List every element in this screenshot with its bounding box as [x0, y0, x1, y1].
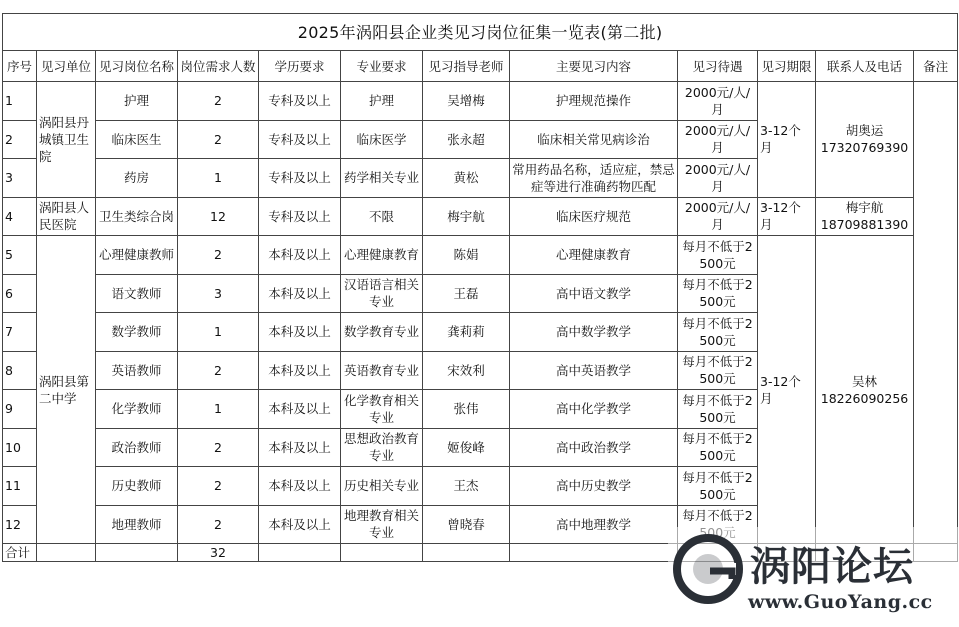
cell-position: 政治教师	[96, 428, 178, 467]
cell-empty	[96, 544, 178, 562]
cell-no: 7	[3, 313, 37, 352]
contact-name: 吴林	[851, 373, 877, 389]
cell-mentor: 王杰	[423, 467, 510, 506]
cell-count: 1	[178, 390, 259, 429]
cell-content: 常用药品名称，适应症，禁忌症等进行准确药物匹配	[510, 159, 678, 198]
cell-count: 2	[178, 467, 259, 506]
cell-position: 卫生类综合岗	[96, 197, 178, 236]
cell-major: 化学教育相关专业	[341, 390, 423, 429]
forum-url: www.GuoYang.cc	[748, 591, 933, 613]
cell-education: 本科及以上	[259, 428, 341, 467]
cell-no: 6	[3, 274, 37, 313]
cell-count: 3	[178, 274, 259, 313]
cell-position: 护理	[96, 82, 178, 121]
col-header-unit: 见习单位	[37, 51, 96, 82]
cell-pay: 每月不低于2	[678, 505, 758, 544]
cell-period: 3-12个月	[758, 82, 816, 198]
cell-education: 专科及以上	[259, 159, 341, 198]
cell-major: 汉语语言相关专业	[341, 274, 423, 313]
cell-pay: 每月不低于2500元	[678, 428, 758, 467]
total-label: 合计	[3, 544, 37, 562]
contact-name: 胡奥运	[845, 123, 884, 139]
cell-major: 数学教育专业	[341, 313, 423, 352]
cell-education: 本科及以上	[259, 236, 341, 275]
cell-content: 高中语文教学	[510, 274, 678, 313]
col-header-count: 岗位需求人数	[178, 51, 259, 82]
cell-position: 数学教师	[96, 313, 178, 352]
cell-education: 本科及以上	[259, 274, 341, 313]
cell-pay: 每月不低于2500元	[678, 313, 758, 352]
cell-no: 10	[3, 428, 37, 467]
cell-contact	[816, 236, 914, 544]
cell-mentor: 张永超	[423, 120, 510, 159]
col-header-contact: 联系人及电话	[816, 51, 914, 82]
cell-mentor: 曾晓春	[423, 505, 510, 544]
cell-content: 临床医疗规范	[510, 197, 678, 236]
col-header-major: 专业要求	[341, 51, 423, 82]
cell-empty	[423, 544, 510, 562]
cell-unit: 涡阳县丹城镇卫生院	[37, 82, 96, 198]
col-header-no: 序号	[3, 51, 37, 82]
cell-no: 9	[3, 390, 37, 429]
cell-major: 地理教育相关专业	[341, 505, 423, 544]
cell-empty	[37, 544, 96, 562]
cell-mentor: 王磊	[423, 274, 510, 313]
recruitment-table	[2, 13, 958, 562]
cell-major: 心理健康教育	[341, 236, 423, 275]
contact-phone: 18226090256	[820, 390, 909, 406]
cell-content: 高中政治教学	[510, 428, 678, 467]
cell-mentor: 陈娟	[423, 236, 510, 275]
cell-major: 不限	[341, 197, 423, 236]
cell-empty	[259, 544, 341, 562]
cell-position: 临床医生	[96, 120, 178, 159]
forum-name: 涡阳论坛	[750, 544, 914, 590]
table-title: 2025年涡阳县企业类见习岗位征集一览表(第二批)	[3, 14, 958, 51]
cell-major: 临床医学	[341, 120, 423, 159]
cell-no: 2	[3, 120, 37, 159]
cell-unit: 涡阳县人民医院	[37, 197, 96, 236]
contact-phone: 17320769390	[820, 140, 909, 156]
cell-contact	[816, 82, 914, 198]
guoyang-logo-icon	[670, 531, 746, 607]
cell-no: 1	[3, 82, 37, 121]
cell-count: 2	[178, 82, 259, 121]
cell-education: 本科及以上	[259, 467, 341, 506]
cell-content: 高中地理教学	[510, 505, 678, 544]
cell-pay: 2000元/人/月	[678, 120, 758, 159]
cell-mentor: 梅宇航	[423, 197, 510, 236]
cell-position: 地理教师	[96, 505, 178, 544]
cell-unit: 涡阳县第二中学	[37, 236, 96, 544]
cell-no: 3	[3, 159, 37, 198]
cell-mentor: 黄松	[423, 159, 510, 198]
cell-major: 药学相关专业	[341, 159, 423, 198]
cell-remark	[914, 82, 958, 544]
cell-content: 心理健康教育	[510, 236, 678, 275]
col-header-position: 见习岗位名称	[96, 51, 178, 82]
cell-mentor: 宋效利	[423, 351, 510, 390]
cell-major: 英语教育专业	[341, 351, 423, 390]
cell-mentor: 龚莉莉	[423, 313, 510, 352]
col-header-education: 学历要求	[259, 51, 341, 82]
forum-watermark	[668, 527, 958, 627]
cell-position: 化学教师	[96, 390, 178, 429]
cell-count: 2	[178, 428, 259, 467]
cell-count: 1	[178, 159, 259, 198]
cell-count: 2	[178, 351, 259, 390]
cell-no: 11	[3, 467, 37, 506]
cell-education: 专科及以上	[259, 120, 341, 159]
cell-no: 5	[3, 236, 37, 275]
cell-position: 英语教师	[96, 351, 178, 390]
cell-pay: 每月不低于2500元	[678, 351, 758, 390]
cell-count: 2	[178, 236, 259, 275]
cell-content: 护理规范操作	[510, 82, 678, 121]
cell-content: 临床相关常见病诊治	[510, 120, 678, 159]
contact-name: 梅宇航	[845, 200, 884, 216]
cell-content: 高中化学教学	[510, 390, 678, 429]
cell-no: 12	[3, 505, 37, 544]
cell-major: 护理	[341, 82, 423, 121]
cell-mentor: 姬俊峰	[423, 428, 510, 467]
cell-content: 高中英语教学	[510, 351, 678, 390]
col-header-content: 主要见习内容	[510, 51, 678, 82]
cell-empty	[510, 544, 678, 562]
cell-education: 专科及以上	[259, 82, 341, 121]
cell-position: 历史教师	[96, 467, 178, 506]
table-row	[3, 236, 958, 275]
cell-period: 3-12个月	[758, 236, 816, 544]
col-header-pay: 见习待遇	[678, 51, 758, 82]
cell-pay: 每月不低于2500元	[678, 274, 758, 313]
table-row	[3, 82, 958, 121]
cell-education: 专科及以上	[259, 197, 341, 236]
cell-mentor: 吴增梅	[423, 82, 510, 121]
cell-position: 语文教师	[96, 274, 178, 313]
cell-position: 药房	[96, 159, 178, 198]
cell-empty	[341, 544, 423, 562]
cell-mentor: 张伟	[423, 390, 510, 429]
cell-pay: 2000元/人/月	[678, 197, 758, 236]
total-count: 32	[178, 544, 259, 562]
col-header-remark: 备注	[914, 51, 958, 82]
cell-content: 高中历史教学	[510, 467, 678, 506]
table-row	[3, 197, 958, 236]
cell-education: 本科及以上	[259, 351, 341, 390]
cell-period: 3-12个月	[758, 197, 816, 236]
col-header-period: 见习期限	[758, 51, 816, 82]
cell-no: 8	[3, 351, 37, 390]
cell-count: 12	[178, 197, 259, 236]
contact-phone: 18709881390	[820, 217, 909, 233]
header-row	[3, 51, 958, 82]
cell-pay: 2000元/人/月	[678, 159, 758, 198]
cell-count: 2	[178, 120, 259, 159]
cell-content: 高中数学教学	[510, 313, 678, 352]
cell-no: 4	[3, 197, 37, 236]
cell-position: 心理健康教师	[96, 236, 178, 275]
cell-major: 思想政治教育专业	[341, 428, 423, 467]
cell-pay: 每月不低于2500元	[678, 467, 758, 506]
cell-pay: 2000元/人/月	[678, 82, 758, 121]
cell-pay: 每月不低于2500元	[678, 236, 758, 275]
cell-education: 本科及以上	[259, 390, 341, 429]
cell-major: 历史相关专业	[341, 467, 423, 506]
cell-count: 2	[178, 505, 259, 544]
cell-count: 1	[178, 313, 259, 352]
col-header-mentor: 见习指导老师	[423, 51, 510, 82]
cell-education: 本科及以上	[259, 313, 341, 352]
cell-pay: 每月不低于2500元	[678, 390, 758, 429]
cell-contact	[816, 197, 914, 236]
cell-education: 本科及以上	[259, 505, 341, 544]
